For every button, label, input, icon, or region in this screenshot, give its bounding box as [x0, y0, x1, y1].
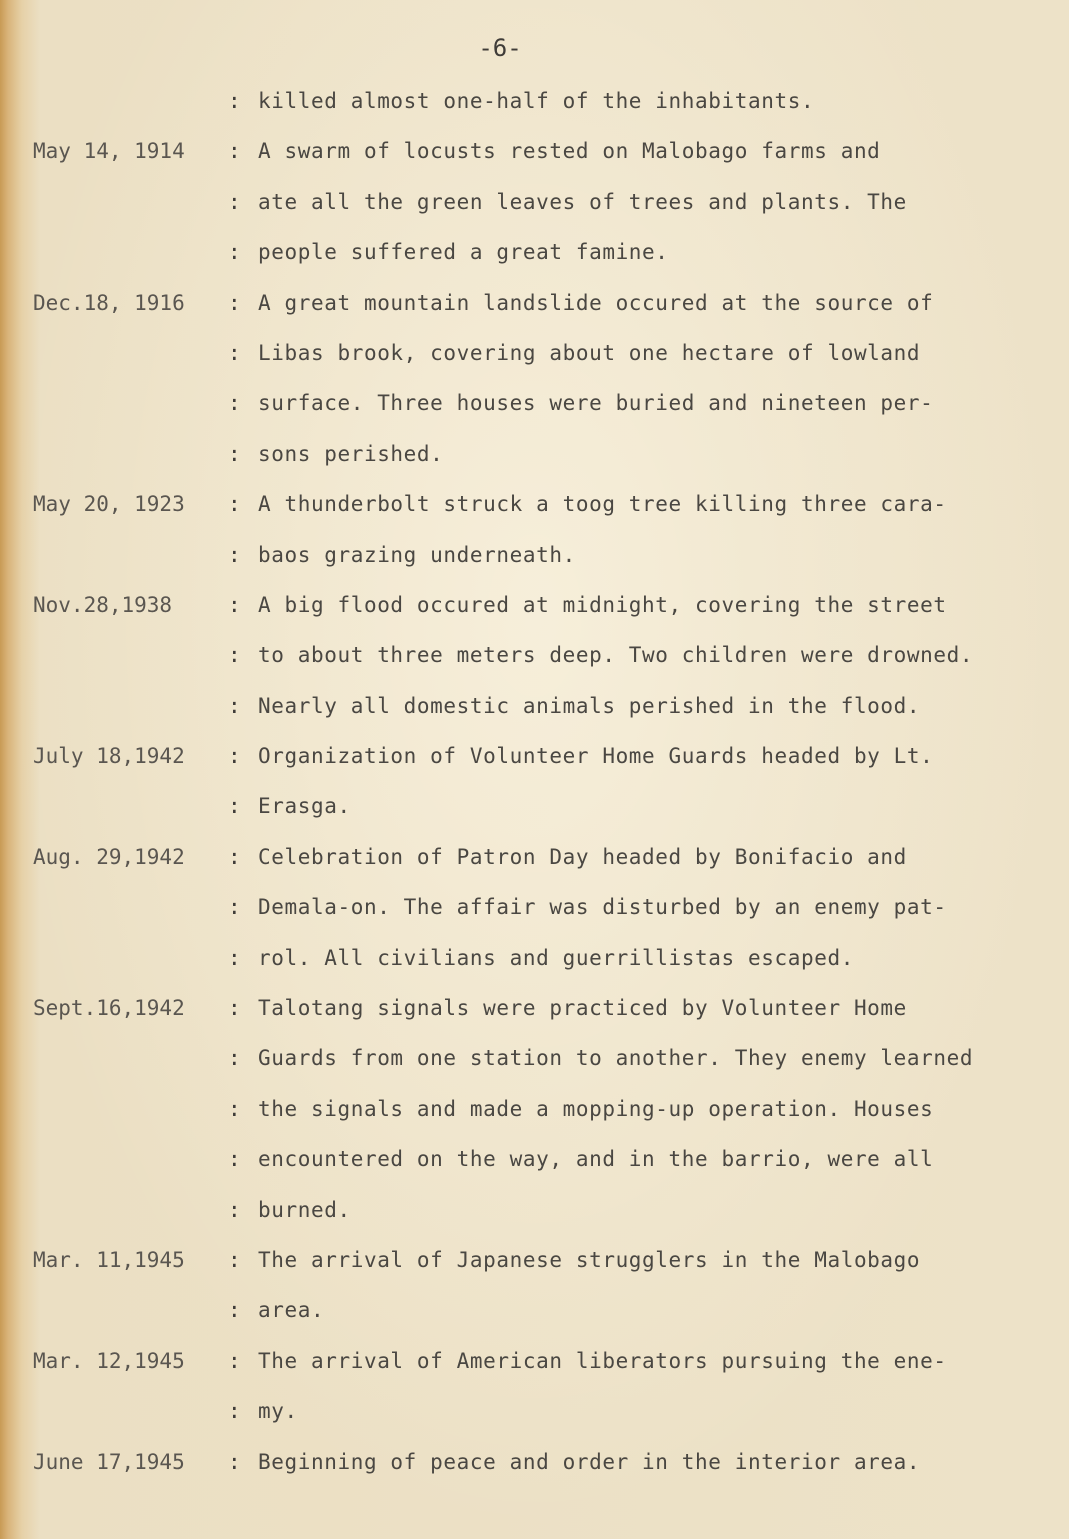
page-number: -6- — [478, 34, 522, 62]
entry-line — [0, 1034, 1069, 1084]
entry-text: sons perished. — [258, 441, 444, 466]
entry-text: Organization of Volunteer Home Guards headed by Lt. — [258, 744, 934, 769]
entry-text: the signals and made a mopping-up operation. Houses — [258, 1096, 934, 1121]
chronology-list — [0, 77, 1069, 1488]
entry-line — [0, 531, 1069, 581]
entry-date: Mar. 11,1945 — [33, 1247, 185, 1272]
entry-line — [0, 228, 1069, 278]
colon-separator: : — [228, 1247, 241, 1272]
entry-line — [0, 1236, 1069, 1286]
entry-date: June 17,1945 — [33, 1449, 185, 1474]
colon-separator: : — [228, 1399, 241, 1424]
entry-date: May 14, 1914 — [33, 139, 185, 164]
entry-line — [0, 1286, 1069, 1336]
entry-line — [0, 1085, 1069, 1135]
colon-separator: : — [228, 139, 241, 164]
entry-line — [0, 329, 1069, 379]
entry-line — [0, 782, 1069, 832]
colon-separator: : — [228, 794, 241, 819]
entry-line — [0, 178, 1069, 228]
entry-line — [0, 1337, 1069, 1387]
entry-text: The arrival of American liberators pursuing the ene- — [258, 1348, 947, 1373]
colon-separator: : — [228, 1147, 241, 1172]
colon-separator: : — [228, 945, 241, 970]
colon-separator: : — [228, 592, 241, 617]
entry-text: Libas brook, covering about one hectare of lowland — [258, 340, 921, 365]
colon-separator: : — [228, 1298, 241, 1323]
entry-text: people suffered a great famine. — [258, 240, 669, 265]
entry-text: encountered on the way, and in the barrio, were all — [258, 1147, 934, 1172]
entry-text: Guards from one station to another. They enemy learned — [258, 1046, 974, 1071]
entry-line — [0, 1186, 1069, 1236]
entry-text: surface. Three houses were buried and nineteen per- — [258, 391, 934, 416]
entry-line — [0, 1135, 1069, 1185]
entry-text: Celebration of Patron Day headed by Bonifacio and — [258, 844, 907, 869]
entry-text: A big flood occured at midnight, covering the street — [258, 592, 947, 617]
entry-date: May 20, 1923 — [33, 492, 185, 517]
entry-line — [0, 934, 1069, 984]
entry-line — [0, 480, 1069, 530]
colon-separator: : — [228, 441, 241, 466]
colon-separator: : — [228, 693, 241, 718]
colon-separator: : — [228, 240, 241, 265]
colon-separator: : — [228, 89, 241, 113]
colon-separator: : — [228, 996, 241, 1021]
entry-line — [0, 682, 1069, 732]
entry-line — [0, 430, 1069, 480]
entry-date: Mar. 12,1945 — [33, 1348, 185, 1373]
entry-line — [0, 1387, 1069, 1437]
entry-line — [0, 127, 1069, 177]
entry-line — [0, 833, 1069, 883]
entry-text: Beginning of peace and order in the interior area. — [258, 1449, 921, 1474]
colon-separator: : — [228, 290, 241, 315]
entry-date: Dec.18, 1916 — [33, 290, 185, 315]
entry-line — [0, 631, 1069, 681]
entry-text: A thunderbolt struck a toog tree killing three cara- — [258, 492, 947, 517]
entry-text: Talotang signals were practiced by Volunteer Home — [258, 996, 907, 1021]
entry-line — [0, 77, 1069, 127]
entry-text: ate all the green leaves of trees and plants. The — [258, 189, 907, 214]
entry-line — [0, 279, 1069, 329]
entry-text: to about three meters deep. Two children were drowned. — [258, 643, 974, 668]
colon-separator: : — [228, 189, 241, 214]
entry-date: Nov.28,1938 — [33, 592, 173, 617]
entry-text: my. — [258, 1399, 298, 1424]
entry-text: Demala-on. The affair was disturbed by an enemy pat- — [258, 895, 947, 920]
entry-line — [0, 1438, 1069, 1488]
colon-separator: : — [228, 643, 241, 668]
colon-separator: : — [228, 1197, 241, 1222]
colon-separator: : — [228, 895, 241, 920]
entry-line — [0, 883, 1069, 933]
entry-text: Nearly all domestic animals perished in the flood. — [258, 693, 921, 718]
entry-date: Aug. 29,1942 — [33, 844, 185, 869]
colon-separator: : — [228, 492, 241, 517]
colon-separator: : — [228, 744, 241, 769]
entry-text: burned. — [258, 1197, 351, 1222]
entry-line — [0, 581, 1069, 631]
colon-separator: : — [228, 340, 241, 365]
entry-date: Sept.16,1942 — [33, 996, 185, 1021]
entry-text: rol. All civilians and guerrillistas escaped. — [258, 945, 854, 970]
colon-separator: : — [228, 542, 241, 567]
entry-text: The arrival of Japanese strugglers in the Malobago — [258, 1247, 921, 1272]
entry-text: killed almost one-half of the inhabitants. — [258, 89, 815, 113]
colon-separator: : — [228, 1046, 241, 1071]
entry-date: July 18,1942 — [33, 744, 185, 769]
entry-text: Erasga. — [258, 794, 351, 819]
entry-text: A swarm of locusts rested on Malobago farms and — [258, 139, 881, 164]
colon-separator: : — [228, 1348, 241, 1373]
colon-separator: : — [228, 1449, 241, 1474]
entry-line — [0, 732, 1069, 782]
entry-text: A great mountain landslide occured at the source of — [258, 290, 934, 315]
entry-text: baos grazing underneath. — [258, 542, 576, 567]
entry-text: area. — [258, 1298, 325, 1323]
entry-line — [0, 984, 1069, 1034]
entry-line — [0, 379, 1069, 429]
colon-separator: : — [228, 1096, 241, 1121]
colon-separator: : — [228, 391, 241, 416]
colon-separator: : — [228, 844, 241, 869]
